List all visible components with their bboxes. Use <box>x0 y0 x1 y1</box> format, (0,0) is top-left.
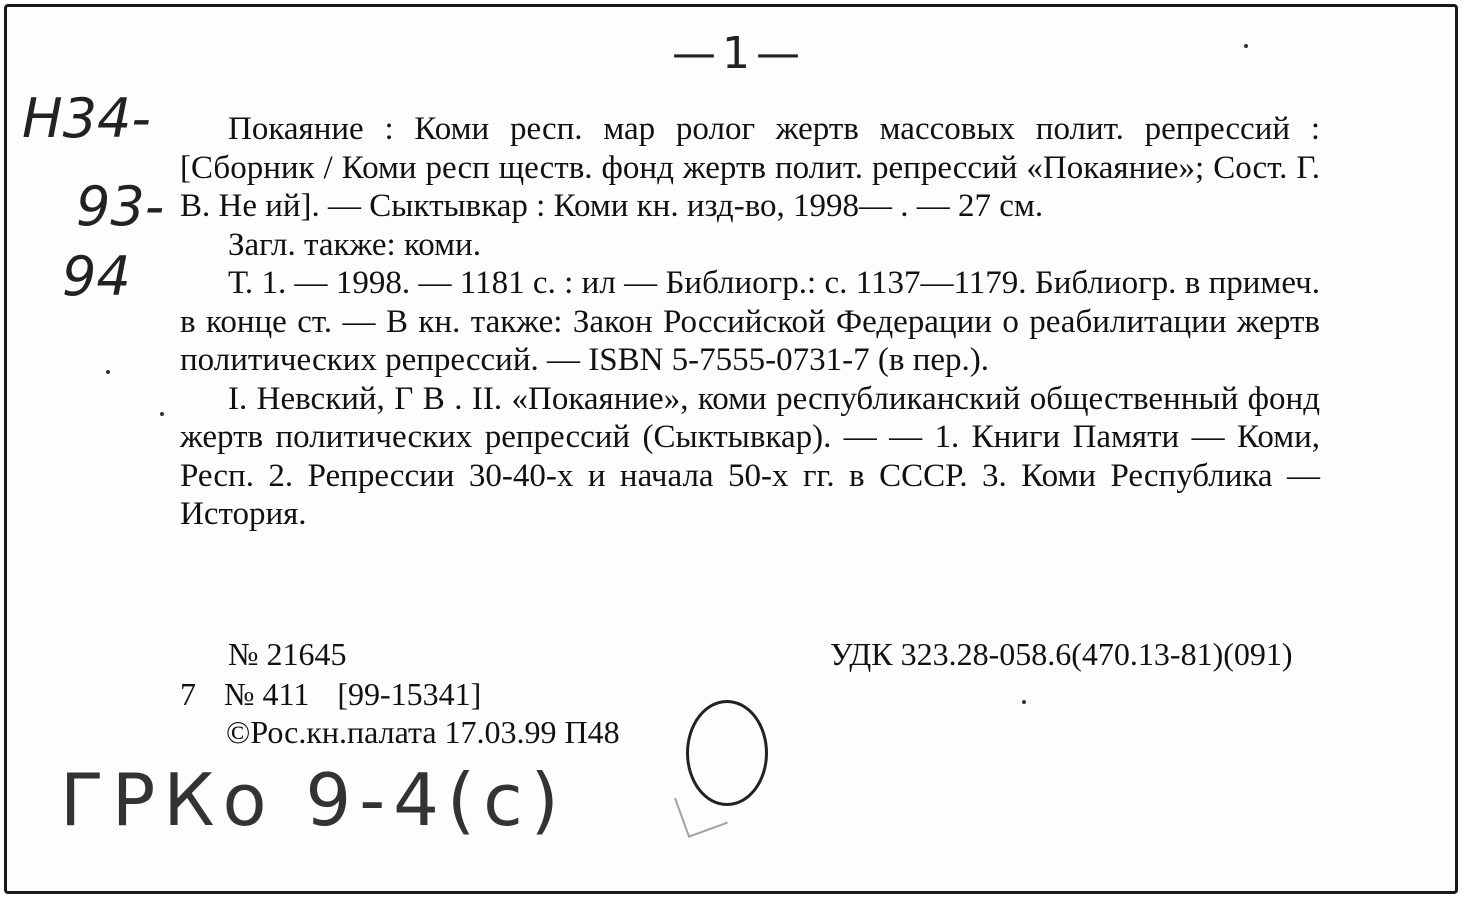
speck <box>106 370 110 374</box>
udk-code: УДК 323.28-058.6(470.13-81)(091) <box>830 636 1293 672</box>
title-paragraph: Покаяние : Коми респ. мар ролог жертв массовых полит. репрессий : [Сборник / Коми респ ществ. фонд жертв полит. репрессий «Покаяние»; Сост. Г. В. Не ий]. — Сыктывкар : Коми кн. изд-во, 1998— . — 27 см. <box>180 111 1320 224</box>
record-number: № 21645 <box>228 636 347 672</box>
speck <box>1244 44 1248 48</box>
registration-row <box>180 676 481 713</box>
shelf-mark-line-1: Н34- <box>22 87 151 150</box>
book-chamber-line: ©Рос.кн.палата 17.03.99 П48 <box>226 714 620 750</box>
parallel-title-note: Загл. также: коми. <box>228 226 481 263</box>
inventory-mark: ГРКо 9-4(с) <box>60 758 567 842</box>
shelf-mark-line-3: 94 <box>62 245 131 308</box>
registration-prefix: 7 <box>180 676 196 712</box>
sequence-mark: —1— <box>672 28 806 79</box>
speck <box>1022 700 1026 704</box>
registration-number: № 411 <box>224 676 310 712</box>
bibliographic-description <box>180 110 1320 534</box>
speck <box>160 412 164 416</box>
shelf-mark-line-2: 93- <box>76 175 165 238</box>
volume-note: Т. 1. — 1998. — 1181 с. : ил — Библиогр.: с. 1137—1179. Библиогр. в примеч. в конце ст. — В кн. также: Закон Российской Федерации о реабилитации жертв политических репрессий. — ISBN 5-7555-0731-7 (в пер.). <box>180 265 1320 378</box>
registration-code: [99-15341] <box>337 676 482 712</box>
tracings-paragraph: I. Невский, Г В . II. «Покаяние», коми республиканский общественный фонд жертв политических репрессий (Сыктывкар). — — 1. Книги Памяти — Коми, Респ. 2. Репрессии 30-40-х и начала 50-х гг. в СССР. 3. Коми Республика — История. <box>180 380 1320 532</box>
